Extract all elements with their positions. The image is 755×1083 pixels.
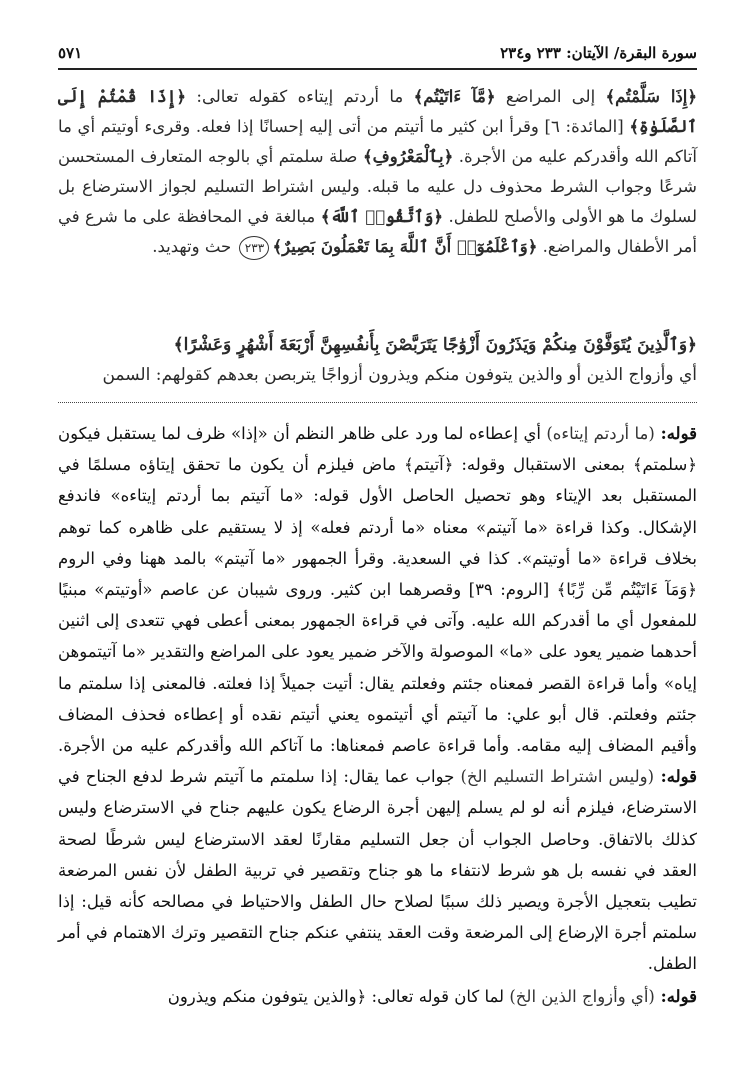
hashiya-text (58, 418, 697, 980)
hashiya-next-paragraph (58, 982, 697, 1012)
quran-span: ﴿وَٱعْلَمُوٓا۟ أَنَّ ٱللَّهَ بِمَا تَعْمَلُونَ بَصِيرٌ﴾ (272, 237, 538, 256)
text-span: [المائدة: ٦] وقرأ ابن كثير ما أتيتم من أتى إليه إحسانًا إذا فعله. وقرىء أوتيتم أي ما آتاكم الله وأقدركم عليه من الأجرة. (58, 117, 697, 166)
quran-span: ﴿إِذَا سَلَّمْتُم﴾ (605, 87, 697, 106)
text-span: لما كان قوله تعالى: ﴿والذين يتوفون منكم ويذرون (167, 987, 510, 1006)
tafsir-upper-text (58, 82, 697, 262)
verse-block (58, 330, 697, 390)
quote-span: (وليس اشتراط التسليم الخ) (460, 767, 655, 787)
tafsir-segments (58, 87, 697, 256)
tafsir-paragraph (58, 82, 697, 262)
page-header (58, 40, 697, 66)
hashiya-next-entry (58, 982, 697, 1012)
hashiya-paragraph (58, 418, 697, 980)
running-title: سورة البقرة/ الآيتان: ٢٣٣ و٢٣٤ (500, 44, 697, 62)
quran-span: ﴿مَّآ ءَاتَيْتُم﴾ (413, 87, 496, 106)
text-span: صلة سلمتم أي بالوجه المتعارف المستحسن شرعًا وجواب الشرط محذوف دل عليه ما قبله. وليس اشتراط التسليم لجواز الاسترضاع بل لسلوك ما هو الأولى والأصلح للطفل. (58, 147, 697, 226)
text-span: إلى المراضع (495, 87, 606, 106)
footnote-separator (58, 402, 697, 403)
quote-span: (ما أردتم إيتاءه) (546, 424, 655, 443)
quran-span: ﴿بِٱلْمَعْرُوفِ﴾ (362, 147, 454, 166)
qawluhu-span: قوله: (654, 987, 697, 1006)
quran-span: ﴿وَٱتَّقُوا۟ ٱللَّهَ﴾ (320, 207, 444, 226)
page-number: ٥٧١ (58, 44, 83, 62)
qawluhu-span: قوله: (654, 767, 698, 787)
text-span: مبالغة في المحافظة على ما شرع في أمر الأطفال والمراضع. (58, 207, 697, 256)
qawluhu-span: قوله: (654, 424, 697, 443)
verse-commentary: أي وأزواج الذين أو والذين يتوفون منكم ويذرون أزواجًا يتربصن بعدهم كقولهم: السمن (102, 365, 697, 385)
header-rule (58, 68, 697, 70)
ayah-number-marker: ٢٣٣ (239, 236, 269, 260)
tafsir-closing: حث وتهديد. (152, 237, 237, 256)
text-span: ما أردتم إيتاءه كقوله تعالى: (186, 87, 414, 106)
verse-text: ﴿وَٱلَّذِينَ يُتَوَفَّوْنَ مِنكُمْ وَيَذَرُونَ أَزْوَٰجًا يَتَرَبَّصْنَ بِأَنفُسِهِنَّ أَرْبَعَةَ أَشْهُرٍ وَعَشْرًا﴾ (173, 335, 697, 355)
quote-span: (أي وأزواج الذين الخ) (509, 987, 655, 1006)
quran-span: ﴿إِذَا قُمْتُمْ إِلَى ٱلصَّلَوٰةِ﴾ (58, 87, 698, 136)
text-span: جواب عما يقال: إذا سلمتم ما آتيتم شرط لدفع الجناح في الاسترضاع، فيلزم أنه لو لم يسلم إليهن أجرة الرضاع يكون عليهم جناح في الاسترضاع وليس كذلك بالاتفاق. وحاصل الجواب أن جعل التسليم مقارنًا لعقد الاسترضاع ليس شرطًا لصحة العقد في نفسه بل هو شرط لانتفاء ما هو جناح وتقصير في تربية الطفل لأن نفس المرضعة تطيب بتعجيل الأجرة ويصير ذلك سببًا لصلاح حال الطفل والاحتياط في مصالحه كأنه قيل: إذا سلمتم أجرة الإرضاع إلى المرضعة وقت العقد ينتفي عنكم جناح التقصير وترك الاهتمام في أمر الطفل. (58, 767, 697, 974)
text-span: أي إعطاءه لما ورد على ظاهر النظم أن «إذا» ظرف لما يستقبل فيكون ﴿سلمتم﴾ بمعنى الاستقبال وقوله: ﴿آتيتم﴾ ماض فيلزم أن يكون ما تحقق إيتاؤه مسلمًا في المستقبل بعد الإيتاء وهو تحصيل الحاصل الأول قوله: «ما آتيتم بما أردتم إيتاءه» فاندفع الإشكال. وكذا قراءة «ما آتيتم» معناه «ما أردتم فعله» إذ لا يستقيم على ظاهره كما توهم بخلاف قراءة «ما أوتيتم». كذا في السعدية. وقرأ الجمهور «ما آتيتم» بالمد ههنا وفي الروم ﴿وَمَآ ءَاتَيْتُم مِّن رِّبًا﴾ [الروم: ٣٩] وقصرهما ابن كثير. وروى شيبان عن عاصم «أوتيتم» مبنيًا للمفعول أي ما أقدركم الله عليه. وآتى في قراءة الجمهور بمعنى أعطى فهي تتعدى إلى اثنين أحدهما ضمير يعود على «ما» الموصولة والآخر ضمير يعود على المراضع والتقدير «ما آتيتموهن إياه» وأما قراءة القصر فمعناه جئتم وفعلتم يقال: أتيت جميلاً إذا فعلته. فالمعنى إذا سلمتم ما جئتم وفعلتم. قال أبو علي: ما آتيتم أي أتيتموه يعني أتيتم نقده أو إعطاءه فحذف المضاف وأقيم المضاف إليه مقامه. وأما قراءة عاصم فمعناها: ما آتاكم الله وأقدركم عليه من الأجرة. (58, 424, 697, 756)
